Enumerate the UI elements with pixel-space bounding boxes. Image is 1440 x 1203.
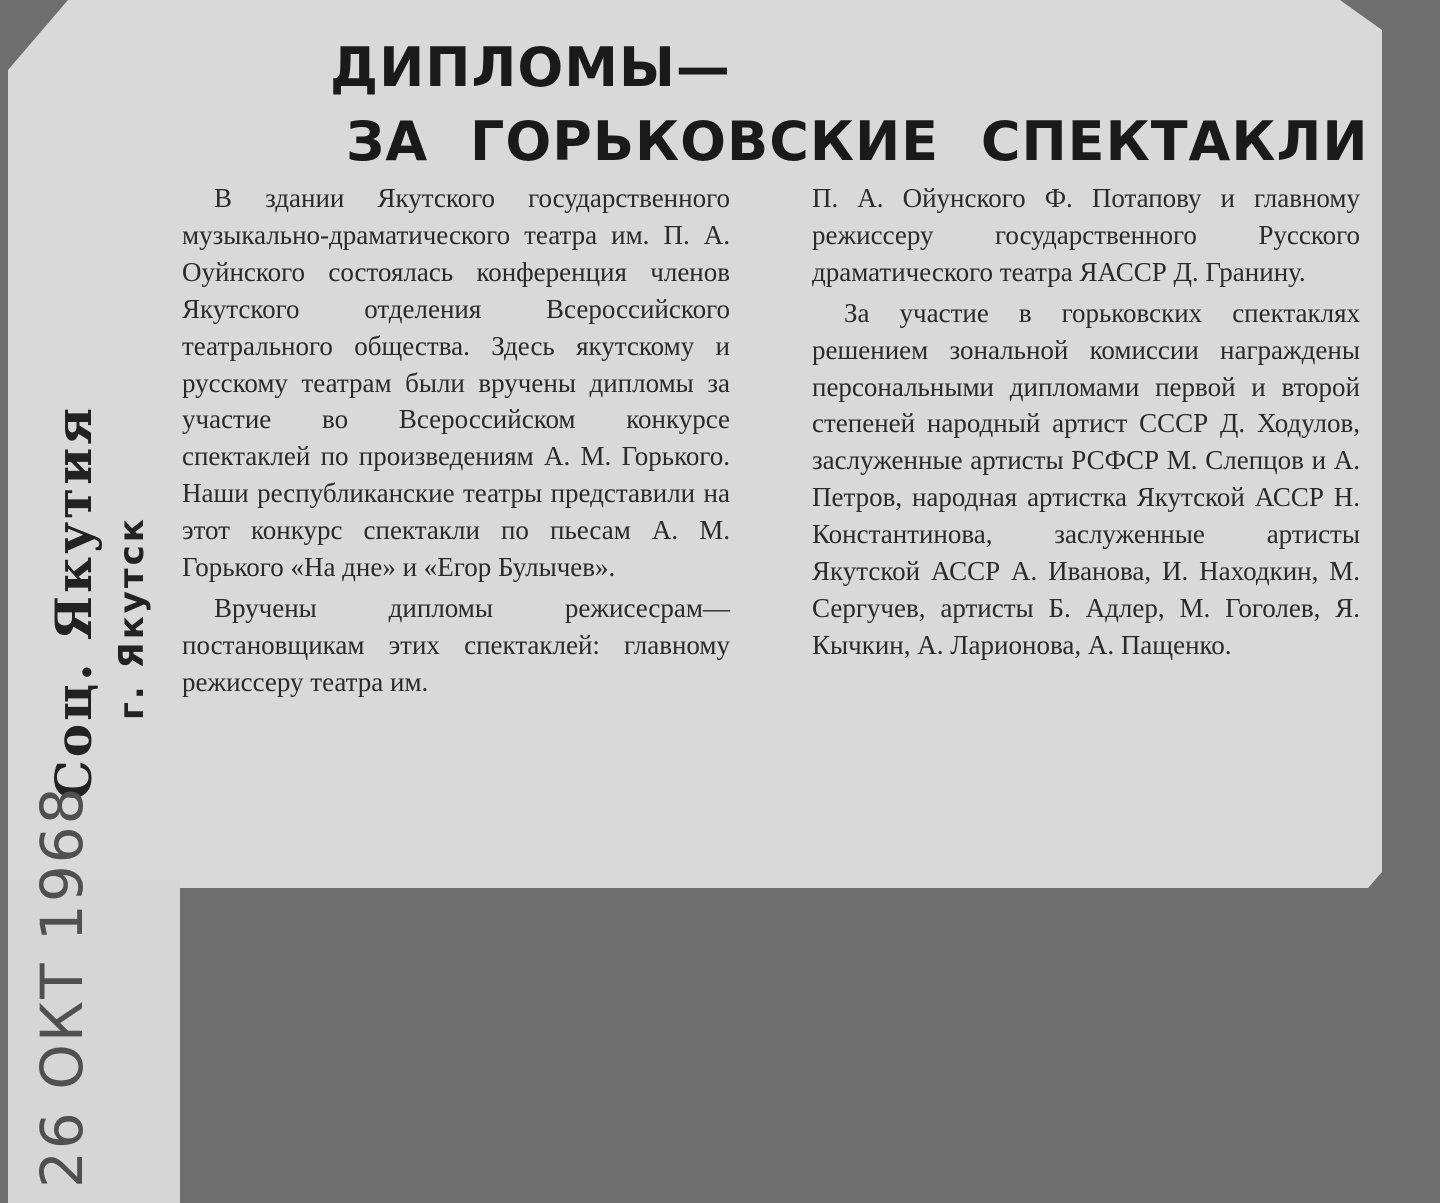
paragraph: П. А. Ойунского Ф. Потапову и главному режиссеру государственного Русского драматического театра ЯАССР Д. Гранину. bbox=[812, 183, 1360, 287]
city-stamp: г. Якутск bbox=[112, 516, 152, 720]
date-stamp: 26 ОКТ 1968 bbox=[28, 785, 96, 1188]
paragraph: За участие в горьковских спектаклях решением зональной комиссии награждены персональными дипломами первой и второй степеней народный артист СССР Д. Ходулов, заслуженные артисты РСФСР М. Слепцов и А. Петров, народная артистка Якутской АССР Н. Константинова, заслуженные артисты Якутской АССР А. Иванова, И. Находкин, М. Сергучев, артисты Б. Адлер, М. Гоголев, Я. Кычкин, А. Ларионова, А. Пащенко. bbox=[812, 297, 1360, 660]
newspaper-name-stamp: Соц. Якутия bbox=[44, 404, 103, 800]
paragraph: Вручены дипломы режисесрам—постановщикам этих спектаклей: главному режиссеру театра им. bbox=[182, 592, 730, 697]
article-column-left bbox=[182, 180, 730, 705]
paragraph: В здании Якутского государственного музыкально-драматического театра им. П. А. Оуйнского состоялась конференция членов Якутского отделения Всероссийского театрального общества. Здесь якутскому и русскому театрам были вручены дипломы за участие во Всероссийском конкурсе спектаклей по произведениям А. М. Горького. Наши республиканские театры представили на этот конкурс спектакли по пьесам А. М. Горького «На дне» и «Егор Булычев». bbox=[182, 183, 730, 583]
article-column-right bbox=[812, 180, 1360, 668]
headline-line-1: ДИПЛОМЫ— bbox=[330, 36, 731, 99]
headline-line-2: ЗА ГОРЬКОВСКИЕ СПЕКТАКЛИ bbox=[346, 110, 1369, 173]
